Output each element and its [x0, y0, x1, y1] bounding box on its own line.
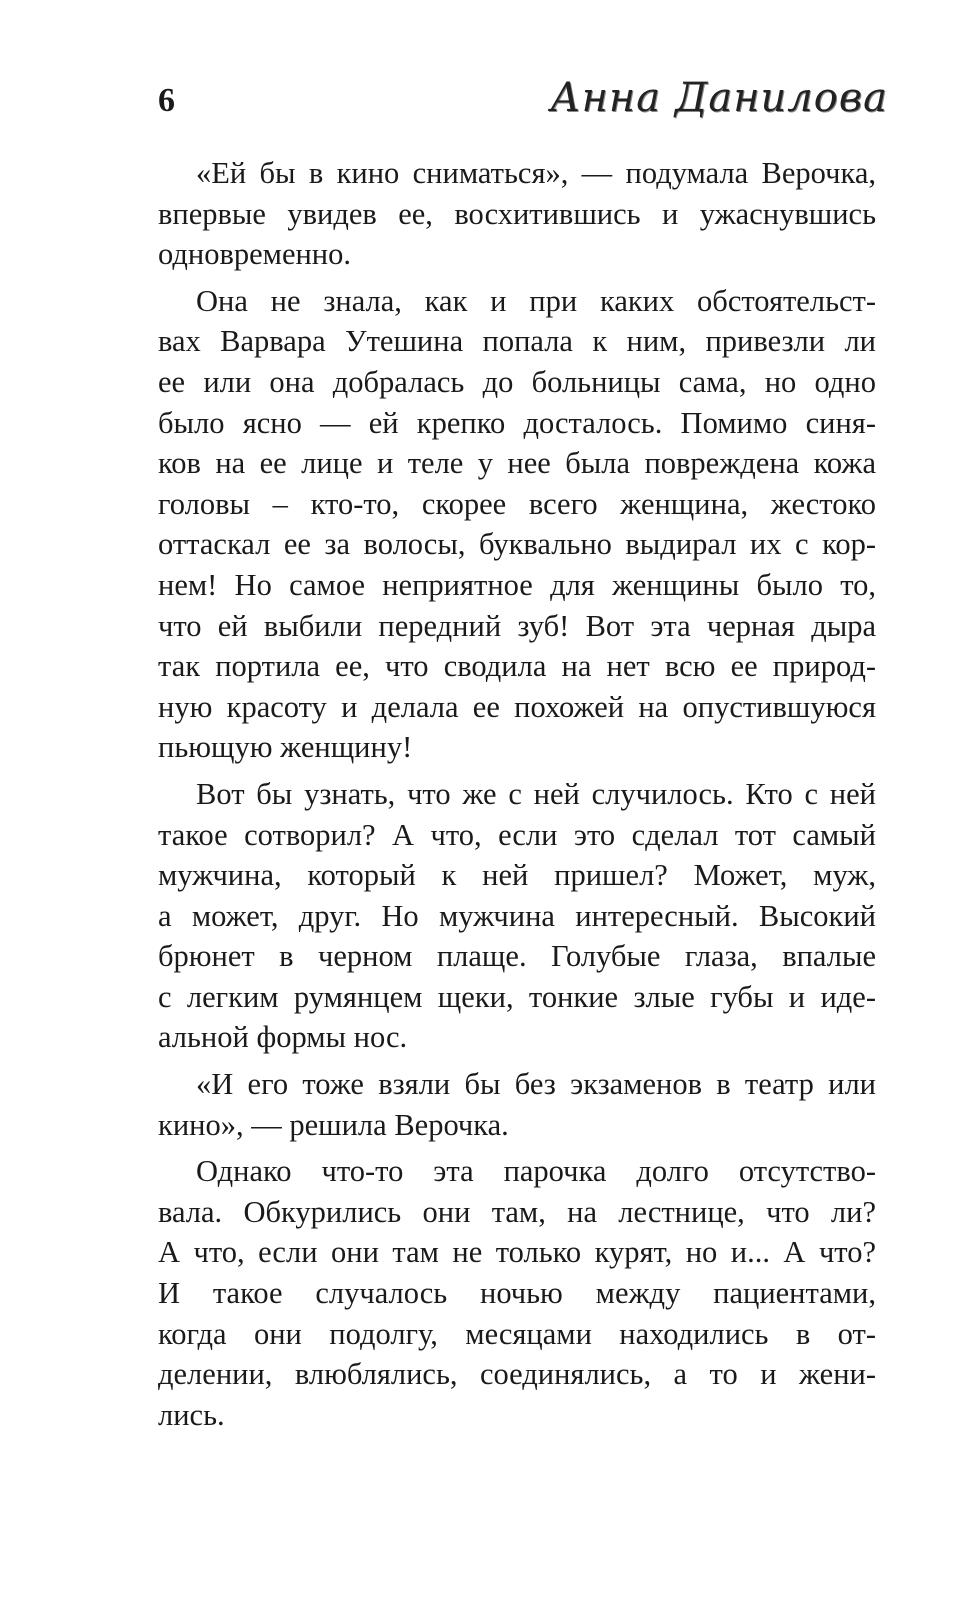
text-line: оттаскал ее за волосы, буквально выдирал их с кор- [158, 527, 876, 562]
text-line: мужчина, который к ней пришел? Может, муж, [158, 858, 876, 893]
body-text [158, 153, 876, 1435]
text-line: ее или она добралась до больницы сама, но одно [158, 364, 876, 399]
text-line: вах Варвара Утешина попала к ним, привезли ли [158, 324, 876, 359]
text-line: пьющую женщину! [158, 730, 413, 765]
text-line: нем! Но самое неприятное для женщины было то, [158, 567, 876, 602]
text-line: а может, друг. Но мужчина интересный. Высокий [158, 898, 876, 933]
text-line: И такое случалось ночью между пациентами, [158, 1276, 876, 1311]
running-header [158, 72, 888, 142]
text-line: А что, если они там не только курят, но и... А что? [158, 1235, 876, 1270]
author-name: Анна Данилова [550, 75, 888, 121]
text-line: такое сотворил? А что, если это сделал тот самый [158, 817, 876, 852]
paragraph [158, 1064, 876, 1145]
text-line: головы – кто-то, скорее всего женщина, жестоко [158, 486, 876, 521]
text-line: Вот бы узнать, что же с ней случилось. Кто с ней [196, 776, 876, 811]
text-line: когда они подолгу, месяцами находились в от- [158, 1316, 876, 1351]
text-line: Однако что-то эта парочка долго отсутство- [196, 1154, 876, 1189]
text-line: вала. Обкурились они там, на лестнице, что ли? [158, 1194, 876, 1229]
text-line: альной формы нос. [158, 1020, 408, 1055]
paragraph [158, 774, 876, 1058]
text-line: ную красоту и делала ее похожей на опустившуюся [158, 689, 876, 724]
text-line: ков на ее лице и теле у нее была повреждена кожа [158, 446, 876, 481]
text-line: лись. [158, 1397, 225, 1432]
text-line: «Ей бы в кино сниматься», — подумала Верочка, [196, 156, 876, 190]
text-line: впервые увидев ее, восхитившись и ужаснувшись [158, 196, 876, 231]
text-line: одновременно. [158, 237, 352, 272]
paragraph [158, 281, 876, 768]
text-line: Она не знала, как и при каких обстоятельст- [196, 283, 876, 318]
paragraph [158, 153, 876, 275]
text-line: делении, влюблялись, соединялись, а то и жени- [158, 1357, 876, 1392]
text-line: так портила ее, что сводила на нет всю ее природ- [158, 649, 876, 684]
text-line: с легким румянцем щеки, тонкие злые губы и иде- [158, 979, 876, 1014]
text-line: было ясно — ей крепко досталось. Помимо синя- [158, 405, 876, 440]
text-line: брюнет в черном плаще. Голубые глаза, впалые [158, 939, 876, 974]
paragraph [158, 1151, 876, 1435]
text-line: кино», — решила Верочка. [158, 1107, 509, 1142]
text-line: «И его тоже взяли бы без экзаменов в театр или [196, 1067, 876, 1102]
page-number: 6 [158, 82, 175, 119]
text-line: что ей выбили передний зуб! Вот эта черная дыра [158, 608, 876, 643]
